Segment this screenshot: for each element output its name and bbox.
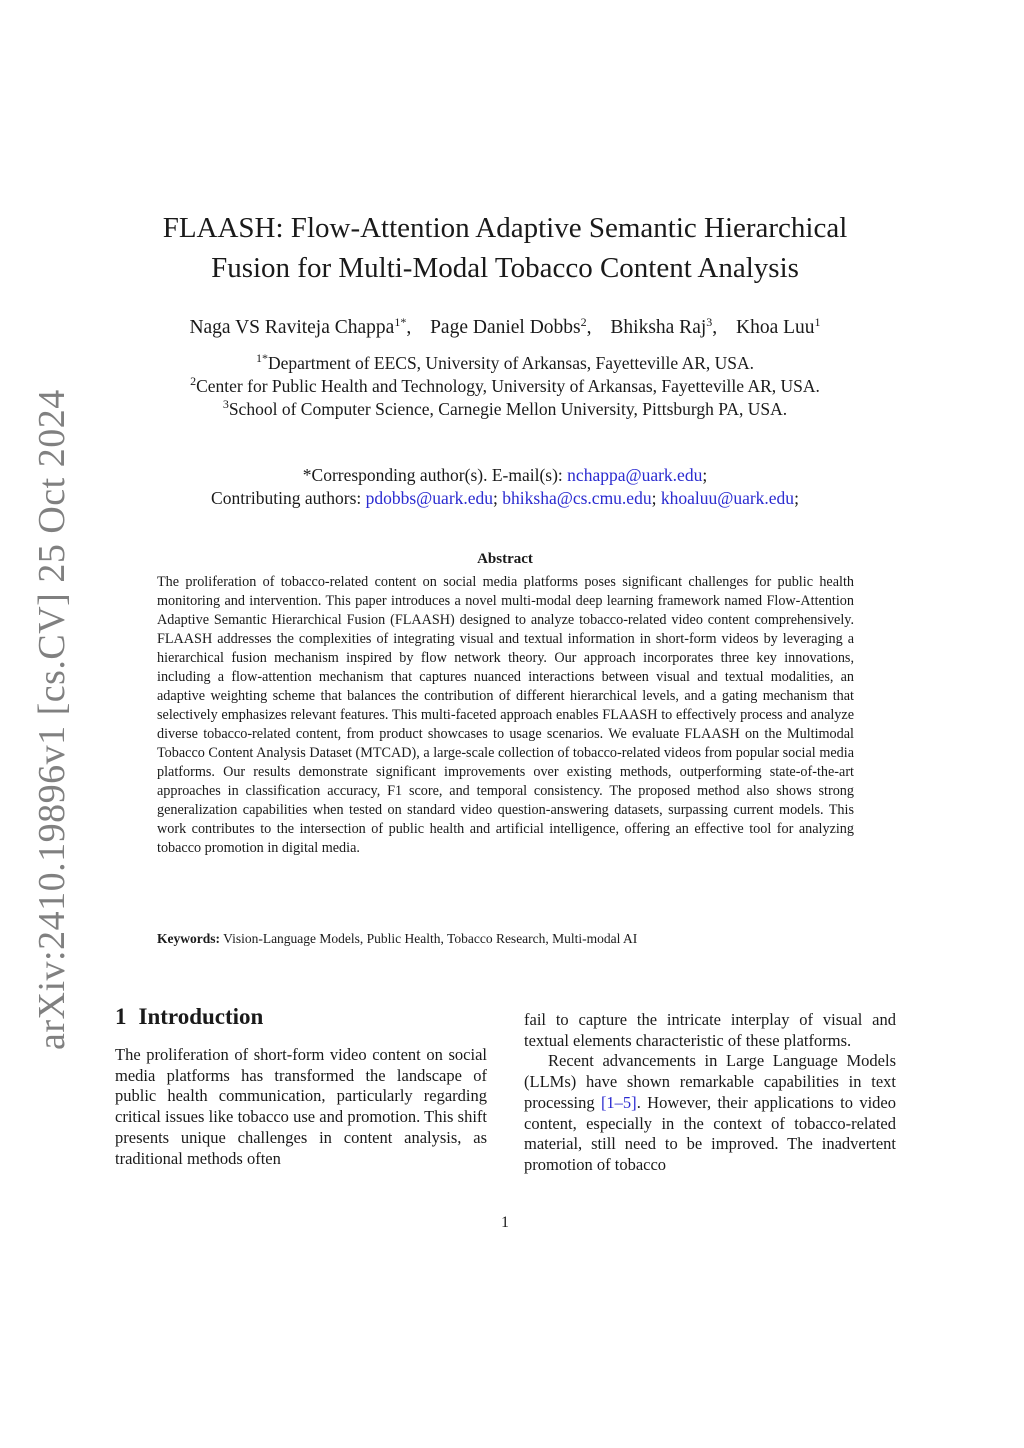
keywords (157, 929, 854, 948)
title-line-2: Fusion for Multi-Modal Tobacco Content Analysis (211, 252, 799, 284)
author-name: Bhiksha Raj (610, 317, 707, 338)
section-heading (115, 1002, 263, 1032)
author-name: Naga VS Raviteja Chappa (189, 317, 395, 338)
abstract-text: The proliferation of tobacco-related content on social media platforms poses significant challenges for public health monitoring and intervention. This paper introduces a novel multi-modal deep learning framework named Flow-Attention Adaptive Semantic Hierarchical Fusion (FLAASH) designed to analyze tobacco-related video content comprehensively. FLAASH addresses the complexities of integrating visual and textual information in short-form videos by leveraging a hierarchical fusion mechanism inspired by flow network theory. Our approach incorporates three key innovations, including a flow-attention mechanism that captures nuanced interactions between visual and textual modalities, an adaptive weighting scheme that balances the contribution of different hierarchical levels, and a gating mechanism that selectively emphasizes relevant features. This multi-faceted approach enables FLAASH to effectively process and analyze diverse tobacco-related content, from product showcases to usage scenarios. We evaluate FLAASH on the Multimodal Tobacco Content Analysis Dataset (MTCAD), a large-scale collection of tobacco-related videos from popular social media platforms. Our results demonstrate significant improvements over existing methods, outperforming state-of-the-art approaches in classification accuracy, F1 score, and temporal consistency. The proposed method also shows strong generalization capabilities when tested on standard video question-answering datasets, surpassing current models. This work contributes to the intersection of public health and artificial intelligence, offering an effective tool for analyzing tobacco promotion in digital media. (157, 574, 854, 856)
author-sup: 1* (394, 315, 407, 329)
email-link[interactable]: nchappa@uark.edu (567, 465, 703, 485)
paragraph-text: Recent advancements in Large Language Models (LLMs) have shown remarkable capabilities in text processing (524, 1051, 896, 1112)
affiliation-2 (0, 375, 1010, 398)
affiliation-sup: 1* (255, 351, 268, 365)
affiliation-sup: 2 (190, 374, 197, 388)
author-name: Khoa Luu (736, 317, 815, 338)
email-link[interactable]: pdobbs@uark.edu (365, 488, 494, 508)
paper-title (0, 208, 1010, 288)
corresponding-suffix: ; (702, 465, 708, 485)
title-line-1: FLAASH: Flow-Attention Adaptive Semantic Hierarchical (162, 212, 848, 244)
keywords-text: Vision-Language Models, Public Health, Tobacco Research, Multi-modal AI (220, 931, 638, 946)
affiliation-text: Department of EECS, University of Arkansas, Fayetteville AR, USA. (267, 353, 755, 373)
affiliation-3 (0, 398, 1010, 421)
abstract-heading: Abstract (477, 551, 533, 567)
email-link[interactable]: khoaluu@uark.edu (660, 488, 795, 508)
affiliation-sup: 3 (222, 397, 229, 411)
citation-link[interactable]: [1–5] (600, 1092, 637, 1112)
arxiv-identifier: arXiv:2410.19896v1 [cs.CV] 25 Oct 2024 (31, 389, 73, 1050)
page-number: 1 (501, 1214, 509, 1231)
contributing-authors: Contributing authors: pdobbs@uark.edu; bhiksha@cs.cmu.edu; khoaluu@uark.edu; (211, 488, 799, 508)
corresponding-author (0, 464, 1010, 487)
author-sup: 2 (580, 315, 587, 329)
section-number: 1 (115, 1004, 127, 1029)
email-link[interactable]: bhiksha@cs.cmu.edu (502, 488, 652, 508)
author-sup: 3 (706, 315, 713, 329)
right-column (524, 1010, 896, 1176)
paragraph-text: . However, their applications to video content, especially in the context of tobacco-related material, still need to be improved. The inadvertent promotion of tobacco (524, 1092, 896, 1174)
affiliation-text: School of Computer Science, Carnegie Mellon University, Pittsburgh PA, USA. (228, 399, 788, 419)
affiliation-1 (0, 352, 1010, 375)
contributing-prefix: Contributing authors: (211, 488, 366, 508)
author-list: Naga VS Raviteja Chappa$^{1*}$, Page Daniel Dobbs$^2$, Bhiksha Raj$^3$, Khoa Luu$^1$ (189, 315, 821, 338)
left-column (115, 1045, 487, 1169)
paragraph: fail to capture the intricate interplay of visual and textual elements characteristic of these platforms. (524, 1010, 896, 1050)
author-name: Page Daniel Dobbs (430, 317, 581, 338)
affiliation-text: Center for Public Health and Technology, University of Arkansas, Fayetteville AR, USA. (196, 376, 820, 396)
keywords-label: Keywords: (157, 931, 220, 946)
section-title: Introduction (138, 1004, 264, 1029)
paragraph (524, 1051, 896, 1175)
corresponding-prefix: *Corresponding author(s). E-mail(s): (302, 465, 568, 485)
author-sup: 1 (814, 315, 821, 329)
paragraph: The proliferation of short-form video content on social media platforms has transformed the landscape of public health communication, particularly regarding critical issues like tobacco use and promotion. This shift presents unique challenges in content analysis, as traditional methods often (115, 1045, 487, 1168)
